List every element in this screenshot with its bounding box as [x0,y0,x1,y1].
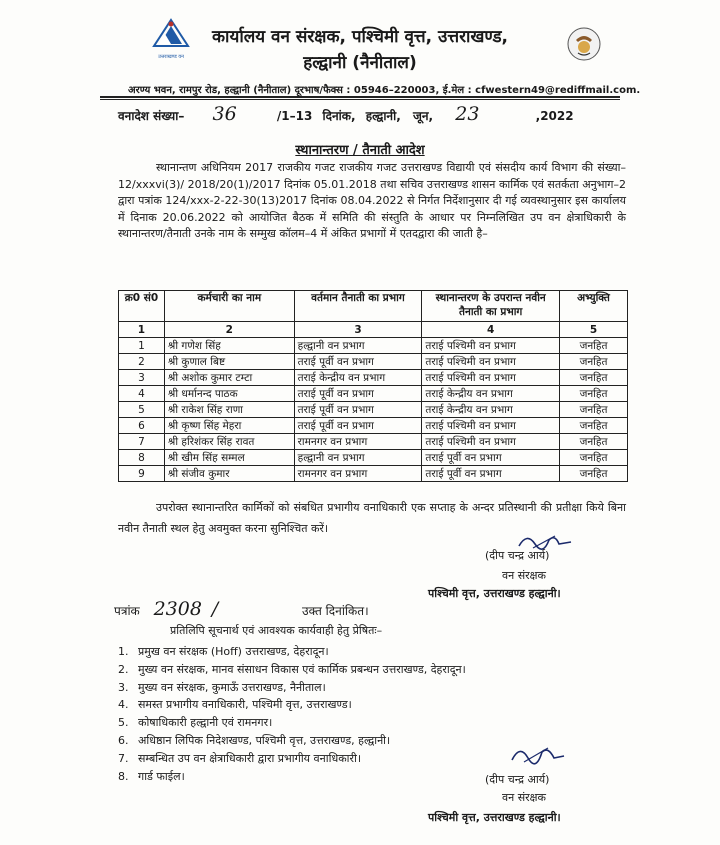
header-name: कर्मचारी का नाम [164,291,294,322]
table-row [119,418,628,434]
list-item-text: कोषाधिकारी हल्द्वानी एवं रामनगर। [138,716,273,730]
signatory-office-2: पश्चिमी वृत्त, उत्तराखण्ड हल्द्वानी। [428,811,561,824]
header-current: वर्तमान तैनाती का प्रभाग [294,291,422,322]
date-label: दिनांक, [322,109,356,123]
header-divider-thin [100,99,620,100]
logo-caption: उत्तराखण्ड वन [158,54,184,60]
cell-new: तराई पश्चिमी वन प्रभाग [422,434,560,450]
dispatch-line: पत्रांक 2308 / उक्त दिनांकित। [114,598,369,620]
cell-new: तराई पश्चिमी वन प्रभाग [422,418,560,434]
order-number-label: वनादेश संख्या– [118,109,185,123]
cell-remark: जनहित [560,434,628,450]
place: हल्द्वानी, [365,109,401,123]
signatory-designation-2: वन संरक्षक [502,791,546,804]
list-item-text: अधिष्ठान लिपिक निदेशखण्ड, पश्चिमी वृत्त, उत्तराखण्ड, हल्द्वानी। [138,733,391,747]
list-item-text: गार्ड फाईल। [138,769,185,783]
cell-sno: 6 [119,418,165,434]
signatory-name: (दीप चन्द्र आर्य) [485,549,550,562]
cell-name: श्री गणेश सिंह [164,338,294,354]
cell-remark: जनहित [560,370,628,386]
list-item-number: 3. [118,680,129,694]
table-row [119,370,628,386]
list-item [118,643,466,661]
list-item-text: समस्त प्रभागीय वनाधिकारी, पश्चिमी वृत्त, उत्तराखण्ड। [138,698,352,712]
cell-name: श्री अशोक कुमार टम्टा [164,370,294,386]
signatory-office: पश्चिमी वृत्त, उत्तराखण्ड हल्द्वानी। [428,587,561,600]
cell-current: तराई केन्द्रीय वन प्रभाग [294,370,422,386]
cell-remark: जनहित [560,450,628,466]
order-paragraph: स्थानान्तण अधिनियम 2017 राजकीय गजट राजकीय गजट उत्तराखण्ड विद्यायी एवं संसदीय कार्य विभाग की संख्या–12/xxxvi(3)/ 2018/20(1)/2017 दिनांक 05.01.2018 तथा सचिव उत्तराखण्ड शासन कार्मिक एवं सतर्कता अनुभाग–2 द्वारा पत्रांक 124/xxx-2-22-30(13)2017 दिनांक 08.04.2022 से निर्गत निर्देशानुसार दी गई व्यवस्थानुसार इस कार्यालय में दिनाक 20.06.2022 को आयोजित बैठक में समिति की संस्तुति के आधार पर निम्नलिखित उप वन क्षेत्राधिकारी के स्थानान्तरण/तैनाती उनके नाम के सम्मुख कॉलम–4 में अंकित प्रभागों में एतदद्वारा की जाती है– [118,161,626,240]
order-reference-line [118,103,574,125]
cell-sno: 7 [119,434,165,450]
cell-name: श्री खीम सिंह सम्मल [164,450,294,466]
cell-sno: 8 [119,450,165,466]
cell-current: रामनगर वन प्रभाग [294,434,422,450]
office-title: कार्यालय वन संरक्षक, पश्चिमी वृत्त, उत्तराखण्ड, [212,27,508,47]
table-row [119,338,628,354]
table-row [119,386,628,402]
copy-to-intro: प्रतिलिपि सूचनार्थ एवं आवश्यक कार्यवाही हेतु प्रेषितः– [170,624,383,637]
cell-new: तराई केन्द्रीय वन प्रभाग [422,402,560,418]
cell-new: तराई पश्चिमी वन प्रभाग [422,338,560,354]
order-number: 36 [212,103,237,125]
relieving-instruction: उपरोक्त स्थानान्तरित कार्मिकों को संबधित प्रभागीय वनाधिकारी एक सप्ताह के अन्दर प्रतिस्थानी की प्रतीक्षा किये बिना नवीन तैनाती स्थल हेतु अवमुक्त करना सुनिश्चित करें। [118,501,626,535]
list-item [118,732,466,750]
cell-new: तराई पूर्वी वन प्रभाग [422,466,560,482]
list-item-number: 6. [118,733,129,747]
office-address: अरण्य भवन, रामपुर रोड, हल्द्वानी (नैनीताल) दूरभाष/फैक्स : 05946–220003, ई.मेल : cfwestern49@rediffmail.com. [128,85,641,96]
cell-current: तराई पूर्वी वन प्रभाग [294,386,422,402]
list-item-number: 5. [118,716,129,730]
list-item-number: 2. [118,662,129,676]
cell-current: तराई पूर्वी वन प्रभाग [294,354,422,370]
order-heading: स्थानान्तरण / तैनाती आदेश [295,143,425,158]
cell-name: श्री हरिशंकर सिंह रावत [164,434,294,450]
list-item [118,714,466,732]
cell-new: तराई पश्चिमी वन प्रभाग [422,354,560,370]
cell-remark: जनहित [560,418,628,434]
cell-sno: 2 [119,354,165,370]
cell-name: श्री कृष्ण सिंह मेहरा [164,418,294,434]
patrank-number: 2308 [153,598,202,620]
list-item [118,679,466,697]
cell-new: तराई केन्द्रीय वन प्रभाग [422,386,560,402]
year: ,2022 [535,109,574,123]
cell-remark: जनहित [560,466,628,482]
cell-sno: 4 [119,386,165,402]
list-item-number: 1. [118,645,129,658]
cell-current: हल्द्वानी वन प्रभाग [294,450,422,466]
table-row [119,402,628,418]
cell-remark: जनहित [560,402,628,418]
list-item-number: 8. [118,769,129,783]
cell-current: तराई पूर्वी वन प्रभाग [294,418,422,434]
cell-name: श्री राकेश सिंह राणा [164,402,294,418]
table-row [119,354,628,370]
cell-current: तराई पूर्वी वन प्रभाग [294,402,422,418]
copy-list [118,643,466,785]
cell-remark: जनहित [560,354,628,370]
list-item-text: प्रमुख वन संरक्षक (Hoff) उत्तराखण्ड, देहरादून। [138,645,329,658]
patrank-suffix: उक्त दिनांकित। [302,604,369,618]
cell-new: तराई पूर्वी वन प्रभाग [422,450,560,466]
signatory-designation: वन संरक्षक [502,569,546,582]
list-item [118,768,466,786]
list-item-number: 7. [118,751,129,765]
cell-sno: 1 [119,338,165,354]
signature-icon-2 [508,742,568,766]
table-row [119,466,628,482]
office-location: हल्द्वानी (नैनीताल) [303,53,417,73]
cell-remark: जनहित [560,338,628,354]
cell-new: तराई पश्चिमी वन प्रभाग [422,370,560,386]
list-item-text: मुख्य वन संरक्षक, मानव संसाधन विकास एवं कार्मिक प्रबन्धन उत्तराखण्ड, देहरादून। [138,662,466,676]
list-item [118,750,466,768]
list-item [118,696,466,714]
cell-name: श्री कुणाल बिष्ट [164,354,294,370]
cell-name: श्री धर्मानन्द पाठक [164,386,294,402]
cell-current: हल्द्वानी वन प्रभाग [294,338,422,354]
table-row [119,434,628,450]
cell-name: श्री संजीव कुमार [164,466,294,482]
column-number-row: 1 2 3 4 5 [119,322,628,338]
signatory-name-2: (दीप चन्द्र आर्य) [485,773,550,786]
cell-remark: जनहित [560,386,628,402]
order-series: /1–13 [276,109,313,123]
list-item-text: सम्बन्धित उप वन क्षेत्राधिकारी द्वारा प्रभागीय वनाधिकारी। [138,751,362,765]
header-new: स्थानान्तरण के उपरान्त नवीन तैनाती का प्रभाग [422,291,560,322]
table-row [119,450,628,466]
cell-current: रामनगर वन प्रभाग [294,466,422,482]
header-remark: अभ्युक्ति [560,291,628,322]
transfer-table [118,290,628,482]
patrank-label: पत्रांक [114,604,140,618]
cell-sno: 3 [119,370,165,386]
header-sno: क्र0 सं0 [119,291,165,322]
header-divider [100,96,620,98]
month: जून, [412,109,434,123]
cell-sno: 9 [119,466,165,482]
list-item [118,661,466,679]
cell-sno: 5 [119,402,165,418]
day: 23 [455,103,480,125]
list-item-number: 4. [118,698,129,712]
list-item-text: मुख्य वन संरक्षक, कुमाऊँ उत्तराखण्ड, नैनीताल। [138,680,326,694]
